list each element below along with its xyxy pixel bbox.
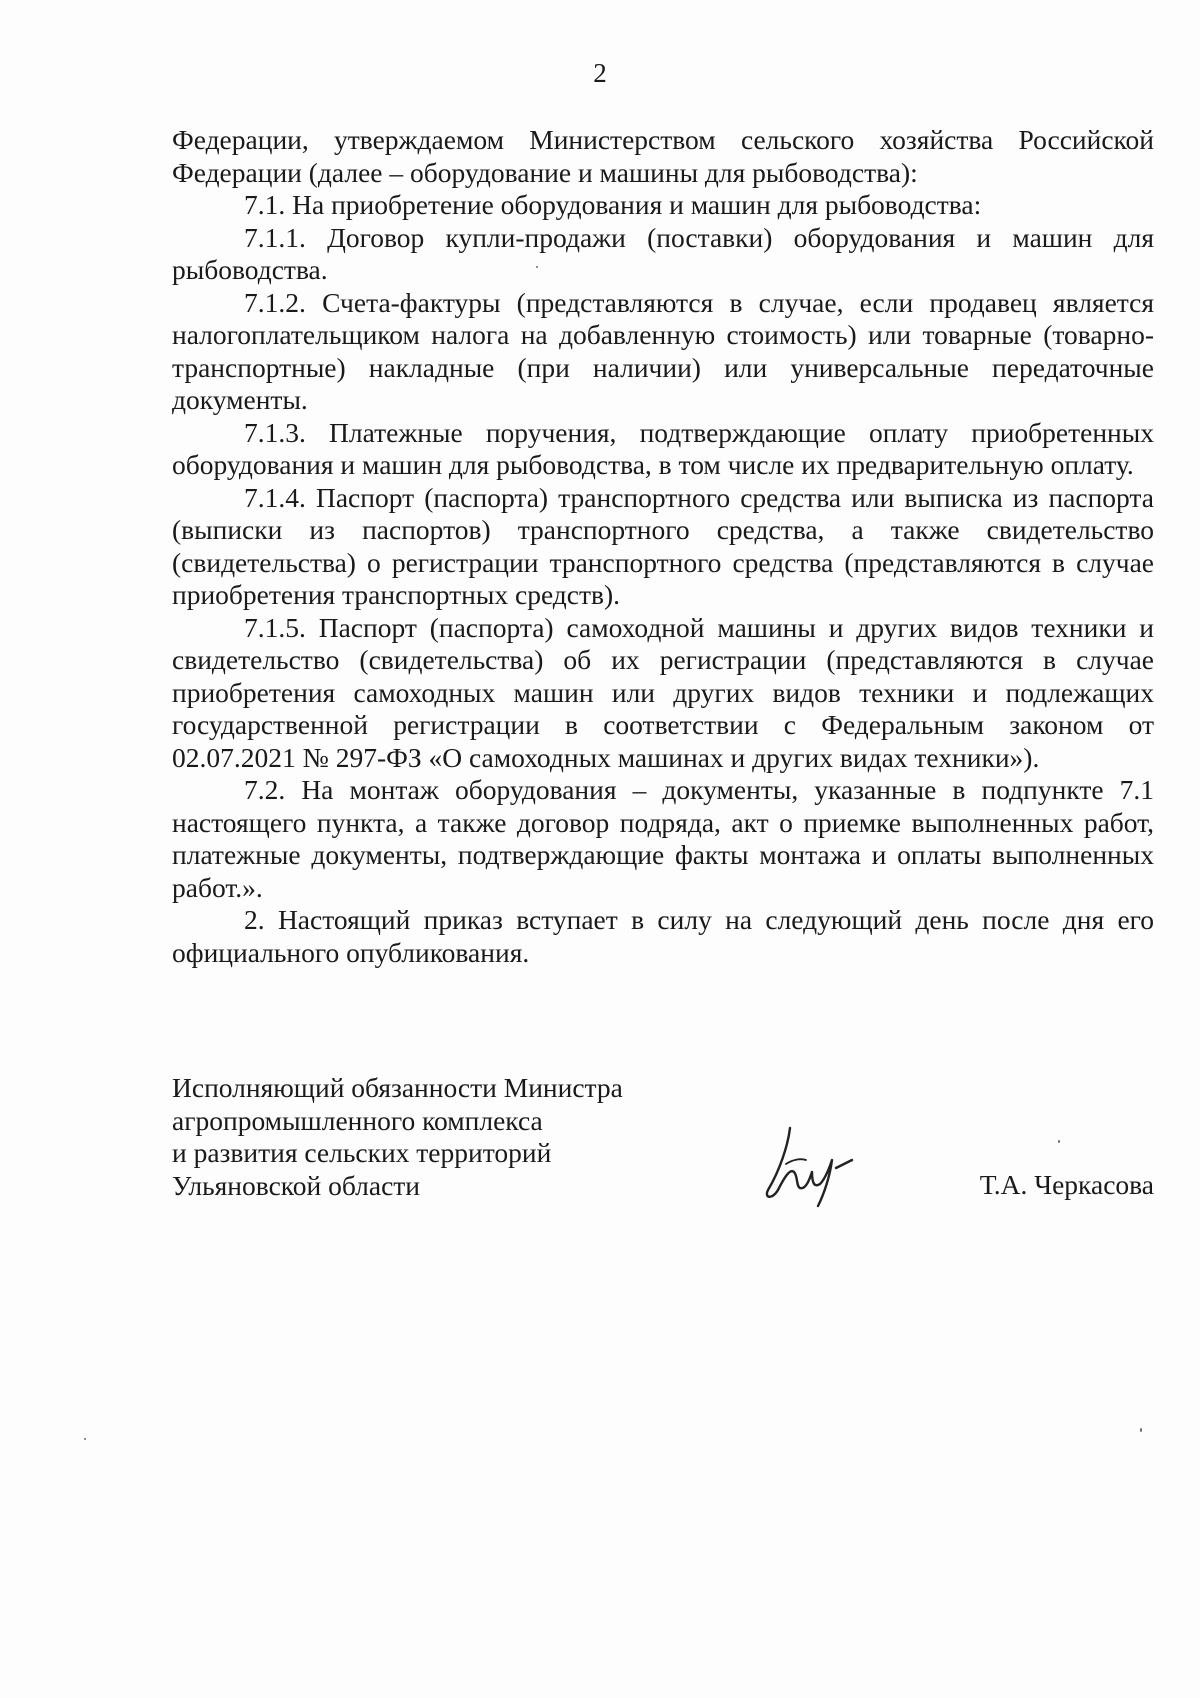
- signature-block: [172, 1072, 1154, 1212]
- scan-speck: [1140, 1428, 1142, 1432]
- signer-position: [172, 1072, 623, 1202]
- signer-position-line: Ульяновской области: [172, 1169, 421, 1201]
- scan-speck: [536, 266, 538, 268]
- paragraph-7-1-5: 7.1.5. Паспорт (паспорта) самоходной машины и других видов техники и свидетельство (свидетельства) об их регистрации (представляются в случае приобретения самоходных машин или других видов техники и подлежащих государственной регистрации в соответствии с Федеральным законом от 02.07.2021 № 297-ФЗ «О самоходных машинах и других видах техники»).: [172, 611, 1154, 773]
- paragraph-7-1-3: 7.1.3. Платежные поручения, подтверждающие оплату приобретенных оборудования и машин для рыбоводства, в том числе их предварительную оплату.: [172, 416, 1154, 480]
- scan-speck: [1058, 1140, 1060, 1143]
- signer-position-line: агропромышленного комплекса: [172, 1104, 543, 1136]
- signer-position-line: Исполняющий обязанности Министра: [172, 1072, 623, 1103]
- paragraph-2-effective-date: 2. Настоящий приказ вступает в силу на следующий день после дня его официального опубликования.: [172, 904, 1154, 968]
- paragraph-7-1-4: 7.1.4. Паспорт (паспорта) транспортного средства или выписка из паспорта (выписки из паспортов) транспортного средства, а также свидетельство (свидетельства) о регистрации транспортного средства (представляются в случае приобретения транспортных средств).: [172, 481, 1154, 610]
- handwritten-signature: [760, 1120, 860, 1210]
- page-number: 2: [593, 58, 607, 88]
- document-body: [172, 124, 1154, 969]
- paragraph-7-1-2: 7.1.2. Счета-фактуры (представляются в случае, если продавец является налогоплательщиком налога на добавленную стоимость) или товарные (товарно-транспортные) накладные (при наличии) или универсальные передаточные документы.: [172, 286, 1154, 415]
- scan-speck: [84, 1438, 86, 1440]
- signer-position-line: и развития сельских территорий: [172, 1137, 552, 1168]
- paragraph-7-1: 7.1. На приобретение оборудования и машин для рыбоводства:: [244, 189, 982, 220]
- paragraph-7-1-1: 7.1.1. Договор купли-продажи (поставки) оборудования и машин для рыбоводства.: [172, 221, 1154, 285]
- paragraph-intro-continuation: Федерации, утверждаемом Министерством сельского хозяйства Российской Федерации (далее – оборудование и машины для рыбоводства):: [172, 124, 1154, 188]
- signer-name: Т.А. Черкасова: [979, 1169, 1154, 1200]
- paragraph-7-2: 7.2. На монтаж оборудования – документы, указанные в подпункте 7.1 настоящего пункта, а также договор подряда, акт о приемке выполненных работ, платежные документы, подтверждающие факты монтажа и оплаты выполненных работ.».: [172, 774, 1154, 903]
